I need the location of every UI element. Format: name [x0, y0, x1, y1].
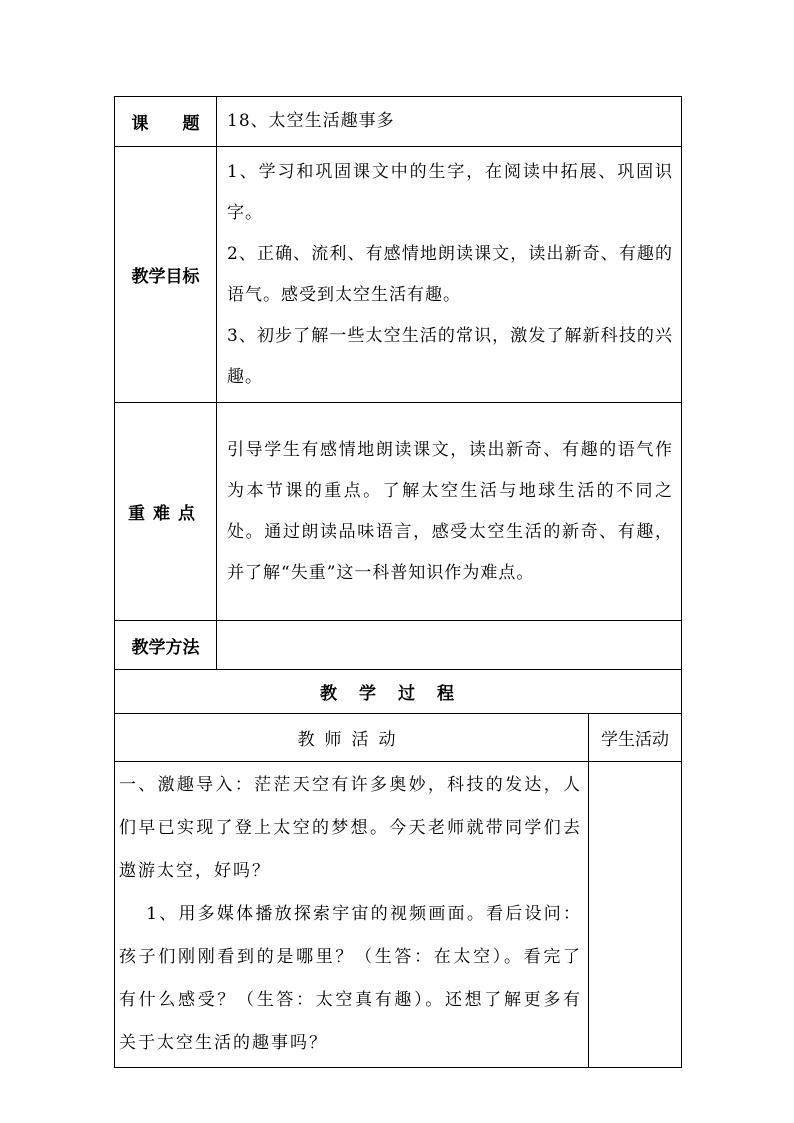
activity-header-row [115, 714, 682, 762]
teacher-activity-content [115, 762, 589, 1068]
student-activity-content [589, 762, 682, 1068]
goal-item: 1、学习和巩固课文中的生字，在阅读中拓展、巩固识字。 [227, 161, 674, 223]
process-paragraph: 一、激趣导入：茫茫天空有许多奥妙，科技的发达，人们早已实现了登上太空的梦想。今天老师就带同学们去遨游太空，好吗？ [119, 775, 582, 881]
process-paragraph: 1、用多媒体播放探索宇宙的视频画面。看后设问：孩子们刚刚看到的是哪里？（生答：在太空）。看完了有什么感受？（生答：太空真有趣）。还想了解更多有关于太空生活的趣事吗？ [119, 904, 582, 1053]
goal-item: 3、初步了解一些太空生活的常识，激发了解新科技的兴趣。 [227, 325, 674, 387]
method-label: 教学方法 [115, 621, 217, 670]
lesson-title: 18、太空生活趣事多 [217, 97, 682, 147]
difficulty-content: 引导学生有感情地朗读课文，读出新奇、有趣的语气作为本节课的重点。了解太空生活与地球生活的不同之处。通过朗读品味语言，感受太空生活的新奇、有趣，并了解“失重”这一科普知识作为难点。 [217, 403, 682, 621]
process-title-row [115, 670, 682, 714]
method-row [115, 621, 682, 670]
process-title: 教学过程 [115, 670, 682, 714]
lesson-plan-table [114, 96, 682, 1068]
title-label: 课 题 [115, 97, 217, 147]
goals-content [217, 147, 682, 403]
difficulty-row [115, 403, 682, 621]
difficulty-label: 重难点 [115, 403, 217, 621]
goal-item: 2、正确、流利、有感情地朗读课文，读出新奇、有趣的语气。感受到太空生活有趣。 [227, 243, 674, 305]
process-body-row [115, 762, 682, 1068]
title-row [115, 97, 682, 147]
student-activity-header: 学生活动 [589, 714, 682, 762]
goals-label: 教学目标 [115, 147, 217, 403]
teacher-activity-header: 教师活动 [115, 714, 589, 762]
goals-row [115, 147, 682, 403]
method-content [217, 621, 682, 670]
